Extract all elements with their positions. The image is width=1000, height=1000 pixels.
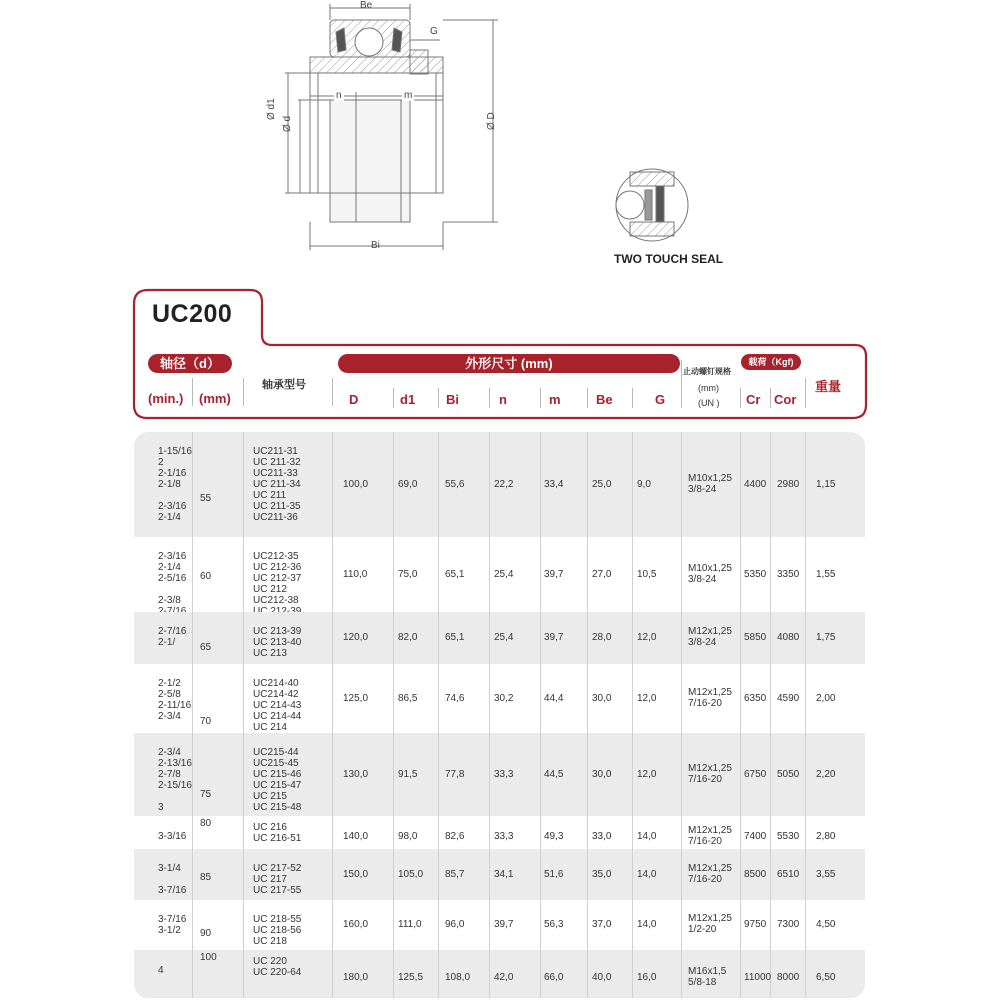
dim-n-value: 33,3 [494, 830, 514, 842]
bearing-model: UC 213-40 [253, 637, 302, 648]
screw-metric: M10x1,25 [688, 562, 732, 574]
shaft-inch: 3-1/2 [158, 925, 181, 936]
shaft-inch: 3-3/16 [158, 831, 187, 842]
shaft-mm: 100 [200, 952, 217, 964]
dim-G-value: 12,0 [637, 768, 657, 780]
bearing-model: UC 218-55 [253, 914, 302, 925]
dim-Be-value: 30,0 [592, 768, 612, 780]
shaft-mm-header: (mm) [199, 391, 231, 406]
dim-m-value: 39,7 [544, 568, 564, 580]
dim-Bi-value: 82,6 [445, 830, 465, 842]
load-cr-value: 9750 [744, 919, 767, 930]
dim-G-value: 14,0 [637, 830, 657, 842]
dim-n-value: 22,2 [494, 478, 514, 490]
dim-D-value: 125,0 [343, 692, 369, 704]
load-cr-value: 6350 [744, 692, 767, 704]
dim-G-value: 9,0 [637, 478, 651, 490]
screw-un: 7/16-20 [688, 873, 722, 885]
dim-Bi-value: 108,0 [445, 972, 471, 983]
bearing-model: UC 218 [253, 936, 287, 947]
load-cr-value: 11000 [744, 972, 772, 983]
load-group-header [741, 354, 801, 370]
dim-Be-value: 37,0 [592, 919, 612, 930]
bearing-model: UC 220-64 [253, 967, 302, 978]
bearing-model: UC215-44 [253, 747, 299, 758]
bearing-model: UC 217-52 [253, 863, 302, 874]
shaft-min-header: (min.) [148, 391, 184, 406]
cr-header: Cr [746, 392, 761, 407]
dims-group-header [338, 354, 680, 373]
screw-un: 7/16-20 [688, 835, 722, 847]
dim-Be-value: 35,0 [592, 868, 612, 880]
weight-value: 2,80 [816, 830, 836, 842]
dim-D-value: 110,0 [343, 568, 368, 580]
dim-Bi-value: 74,6 [445, 692, 465, 704]
dim-G-value: 10,5 [637, 568, 657, 580]
shaft-inch: 3-7/16 [158, 885, 187, 896]
bearing-model: UC 215 [253, 791, 287, 802]
dim-D-value: 160,0 [343, 919, 369, 930]
shaft-group-label: 轴径（d） [160, 356, 220, 371]
shaft-inch: 2-15/16 [158, 780, 192, 791]
screw-metric: M12x1,25 [688, 762, 732, 774]
bearing-model: UC 214-44 [253, 711, 302, 722]
dim-bi-label: Bi [371, 240, 380, 251]
screw-un: 1/2-20 [688, 924, 717, 935]
dim-D-value: 140,0 [343, 830, 369, 842]
shaft-inch: 2-5/8 [158, 689, 181, 700]
dim-n-value: 42,0 [494, 972, 514, 983]
bearing-model: UC 211-35 [253, 501, 301, 512]
dim-d1-value: 125,5 [398, 972, 424, 983]
dim-D-value: 150,0 [343, 868, 369, 880]
load-cr-value: 7400 [744, 830, 767, 842]
bearing-model: UC 212-37 [253, 573, 302, 584]
weight-header: 重量 [815, 379, 842, 394]
shaft-inch: 2-3/8 [158, 595, 181, 606]
dim-D-value: 130,0 [343, 768, 369, 780]
dim-m-value: 33,4 [544, 478, 564, 490]
shaft-inch: 2-3/4 [158, 747, 181, 758]
load-cor-value: 4080 [777, 632, 800, 643]
shaft-group-header [148, 354, 232, 373]
shaft-inch: 2-1/4 [158, 562, 181, 573]
load-cr-value: 4400 [744, 478, 767, 490]
dim-col-D: D [349, 392, 359, 407]
dims-group-label: 外形尺寸 (mm) [465, 356, 553, 371]
dim-m-value: 56,3 [544, 919, 564, 930]
dim-D-value: 120,0 [343, 632, 369, 643]
bearing-model: UC 212-36 [253, 562, 302, 573]
cor-header: Cor [774, 392, 797, 407]
dim-m-value: 44,4 [544, 692, 564, 704]
bearing-model: UC 220 [253, 956, 287, 967]
bearing-model: UC 211-34 [253, 479, 301, 490]
screw-mm-header: (mm) [698, 383, 719, 393]
bearing-model: UC 211-32 [253, 457, 301, 468]
load-cor-value: 8000 [777, 972, 800, 983]
screw-metric: M10x1,25 [688, 472, 732, 484]
shaft-inch: 3 [158, 802, 164, 813]
dim-m-value: 51,6 [544, 868, 564, 880]
bearing-model: UC214-42 [253, 689, 299, 700]
load-cor-value: 2980 [777, 478, 800, 490]
dim-col-Bi: Bi [446, 392, 459, 407]
screw-un: 7/16-20 [688, 697, 722, 709]
dim-d1-value: 82,0 [398, 632, 418, 643]
load-cor-value: 5050 [777, 768, 800, 780]
screw-metric: M12x1,25 [688, 686, 732, 698]
bearing-model: UC 215-47 [253, 780, 302, 791]
weight-value: 1,15 [816, 478, 836, 490]
weight-value: 1,75 [816, 632, 836, 643]
screw-un: 5/8-18 [688, 977, 717, 988]
bearing-model: UC 214 [253, 722, 287, 733]
shaft-inch: 2-11/16 [158, 700, 192, 711]
shaft-mm: 65 [200, 642, 212, 654]
load-cr-value: 6750 [744, 768, 767, 780]
weight-value: 6,50 [816, 972, 836, 983]
bearing-model: UC 211 [253, 490, 287, 501]
shaft-inch: 2-3/4 [158, 711, 181, 722]
seal-label: TWO TOUCH SEAL [614, 252, 724, 266]
dim-Bi-value: 96,0 [445, 919, 465, 930]
dim-G-value: 14,0 [637, 919, 657, 930]
bearing-model: UC 216-51 [253, 833, 302, 844]
screw-un-header: (UN ) [698, 398, 720, 408]
screw-metric: M16x1,5 [688, 966, 727, 977]
dim-d1-value: 98,0 [398, 830, 418, 842]
dim-n-value: 33,3 [494, 768, 514, 780]
shaft-inch: 2-7/8 [158, 769, 181, 780]
dim-m-label: m [404, 90, 413, 101]
dim-d1-value: 75,0 [398, 568, 418, 580]
load-cr-value: 5350 [744, 568, 767, 580]
load-cr-value: 5850 [744, 632, 767, 643]
shaft-mm: 75 [200, 789, 212, 801]
shaft-inch: 2-3/16 [158, 551, 187, 562]
dim-G-value: 12,0 [637, 632, 657, 643]
shaft-inch: 1-15/16 [158, 446, 192, 457]
dim-Bi-value: 77,8 [445, 768, 465, 780]
bearing-model: UC 214-43 [253, 700, 302, 711]
screw-un: 3/8-24 [688, 637, 717, 648]
dim-n-value: 39,7 [494, 919, 514, 930]
dim-bigd-label: Ø D [486, 112, 497, 130]
bearing-model: UC 213-39 [253, 626, 302, 637]
dim-col-Be: Be [596, 392, 613, 407]
dim-m-value: 49,3 [544, 830, 564, 842]
load-cor-value: 7300 [777, 919, 800, 930]
bearing-model: UC 215-46 [253, 769, 302, 780]
bearing-model: UC 212 [253, 584, 287, 595]
dim-n-value: 30,2 [494, 692, 514, 704]
shaft-inch: 2-7/16 [158, 626, 187, 637]
shaft-mm: 90 [200, 927, 212, 939]
dim-d1-value: 91,5 [398, 768, 418, 780]
load-cr-value: 8500 [744, 868, 767, 880]
bearing-model: UC 216 [253, 822, 287, 833]
bearing-model: UC211-33 [253, 468, 298, 479]
load-cor-value: 3350 [777, 568, 800, 580]
dim-G-value: 12,0 [637, 692, 657, 704]
dim-Be-value: 27,0 [592, 568, 612, 580]
bearing-model: UC 215-48 [253, 802, 302, 813]
screw-un: 3/8-24 [688, 573, 717, 585]
shaft-inch: 3-1/4 [158, 863, 181, 874]
shaft-inch: 2-1/ [158, 637, 176, 648]
dim-Be-value: 28,0 [592, 632, 612, 643]
dim-m-value: 44,5 [544, 768, 564, 780]
dim-d1-value: 86,5 [398, 692, 418, 704]
dim-Be-value: 30,0 [592, 692, 612, 704]
bearing-model: UC 218-56 [253, 925, 302, 936]
shaft-inch: 2-1/8 [158, 479, 181, 490]
load-group-label: 载荷（Kgf) [748, 357, 794, 367]
dim-Bi-value: 85,7 [445, 868, 465, 880]
shaft-inch: 2-3/16 [158, 501, 187, 512]
dim-n-value: 25,4 [494, 568, 514, 580]
screw-un: 7/16-20 [688, 773, 722, 785]
weight-value: 2,20 [816, 768, 836, 780]
shaft-inch: 2 [158, 457, 164, 468]
dim-Bi-value: 65,1 [445, 568, 465, 580]
weight-value: 2,00 [816, 692, 836, 704]
dim-Bi-value: 65,1 [445, 632, 465, 643]
shaft-inch: 2-13/16 [158, 758, 192, 769]
shaft-mm: 60 [200, 570, 212, 582]
screw-metric: M12x1,25 [688, 626, 732, 637]
screw-metric: M12x1,25 [688, 913, 732, 924]
weight-value: 1,55 [816, 568, 836, 580]
shaft-inch: 2-5/16 [158, 573, 187, 584]
dim-d1-label: Ø d1 [266, 98, 277, 120]
dim-col-m: m [549, 392, 561, 407]
bearing-model: UC 217-55 [253, 885, 302, 896]
dim-d1-value: 111,0 [398, 919, 422, 930]
dim-D-value: 180,0 [343, 972, 369, 983]
dim-Be-value: 25,0 [592, 478, 612, 490]
dim-d1-value: 105,0 [398, 868, 424, 880]
bearing-model: UC211-36 [253, 512, 298, 523]
shaft-mm: 85 [200, 871, 212, 883]
shaft-inch: 3-7/16 [158, 914, 187, 925]
dim-d-label: Ø d [282, 115, 293, 132]
bearing-model: UC214-40 [253, 678, 299, 689]
bearing-model: UC212-35 [253, 551, 299, 562]
weight-value: 3,55 [816, 868, 836, 880]
load-cor-value: 4590 [777, 692, 800, 704]
dim-n-value: 34,1 [494, 868, 514, 880]
series-title: UC200 [152, 300, 233, 328]
bearing-model: UC212-38 [253, 595, 299, 606]
bearing-model: UC 217 [253, 874, 287, 885]
bearing-model: UC211-31 [253, 446, 298, 457]
dim-g-label: G [430, 26, 438, 37]
dim-d1-value: 69,0 [398, 478, 418, 490]
weight-value: 4,50 [816, 919, 836, 930]
dim-col-n: n [499, 392, 507, 407]
screw-un: 3/8-24 [688, 483, 717, 495]
dim-Be-value: 33,0 [592, 830, 612, 842]
screw-metric: M12x1,25 [688, 862, 732, 874]
bearing-no-header: 轴承型号 [262, 379, 306, 391]
dim-G-value: 14,0 [637, 868, 657, 880]
screw-header: 止动螺钉规格 [683, 367, 731, 376]
dim-G-value: 16,0 [637, 972, 657, 983]
dim-col-G: G [655, 392, 666, 407]
shaft-inch: 2-1/2 [158, 678, 181, 689]
shaft-mm: 55 [200, 492, 212, 504]
dim-n-value: 25,4 [494, 632, 514, 643]
dim-be-label: Be [360, 0, 373, 11]
load-cor-value: 5530 [777, 830, 800, 842]
shaft-inch: 4 [158, 965, 164, 976]
dim-m-value: 66,0 [544, 972, 564, 983]
shaft-inch: 2-1/4 [158, 512, 181, 523]
load-cor-value: 6510 [777, 868, 800, 880]
dim-Bi-value: 55,6 [445, 478, 465, 490]
dim-Be-value: 40,0 [592, 972, 612, 983]
shaft-mm: 70 [200, 715, 212, 727]
shaft-mm: 80 [200, 817, 212, 829]
shaft-inch: 2-1/16 [158, 468, 187, 479]
dim-n-label: n [336, 90, 342, 101]
dim-m-value: 39,7 [544, 632, 564, 643]
bearing-model: UC 213 [253, 648, 287, 659]
bearing-model: UC215-45 [253, 758, 299, 769]
dim-D-value: 100,0 [343, 478, 369, 490]
screw-metric: M12x1,25 [688, 824, 732, 836]
dim-col-d1: d1 [400, 392, 416, 407]
